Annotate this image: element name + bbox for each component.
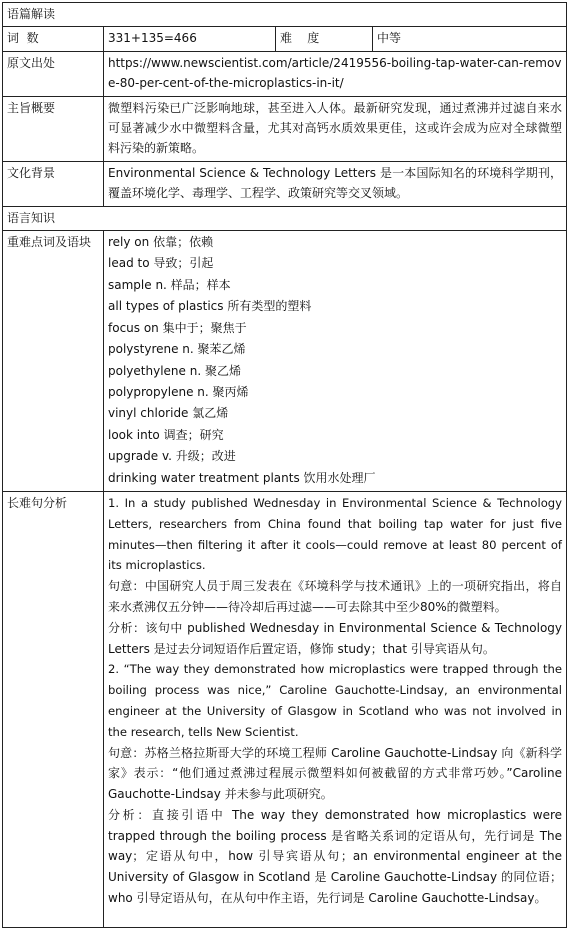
vocab-row bbox=[3, 231, 567, 492]
difficulty-value: 中等 bbox=[373, 27, 567, 51]
vocab-item: polypropylene n. 聚丙烯 bbox=[108, 384, 249, 399]
sentence-2: 2. “The way they demonstrated how microplastics were trapped through the boiling process was nice,” Caroline Gauchotte-Lindsay, an environmental engineer at the University of Glasgow in Scotland who was not involved in the research, tells New Scientist. bbox=[108, 662, 563, 739]
reading-analysis-table bbox=[2, 2, 567, 928]
vocab-label: 重难点词及语块 bbox=[3, 231, 104, 492]
word-count-row bbox=[3, 27, 567, 51]
summary-label: 主旨概要 bbox=[3, 96, 104, 161]
analysis-content bbox=[104, 491, 567, 927]
vocab-item: look into 调查；研究 bbox=[108, 427, 224, 442]
vocab-item: drinking water treatment plants 饮用水处理厂 bbox=[108, 470, 376, 485]
difficulty-label: 难 度 bbox=[276, 27, 373, 51]
background-text: Environmental Science & Technology Letters 是一本国际知名的环境科学期刊，覆盖环境化学、毒理学、工程学、政策研究等交叉领域。 bbox=[104, 161, 567, 206]
source-label: 原文出处 bbox=[3, 51, 104, 96]
vocab-item: vinyl chloride 氯乙烯 bbox=[108, 406, 229, 421]
background-row bbox=[3, 161, 567, 206]
sentence-1: 1. In a study published Wednesday in Environmental Science & Technology Letters, researchers from China found that boiling tap water for just five minutes—then filtering it after it cools—could remove at least 80 percent of its microplastics. bbox=[108, 495, 563, 573]
summary-row bbox=[3, 96, 567, 161]
vocab-item: focus on 集中于；聚焦于 bbox=[108, 320, 247, 335]
source-url: https://www.newscientist.com/article/2419556-boiling-tap-water-can-remove-80-per-cent-of-the-microplastics-in-it/ bbox=[104, 51, 567, 96]
vocab-item: polystyrene n. 聚苯乙烯 bbox=[108, 342, 246, 357]
section-row-reading bbox=[3, 3, 567, 27]
vocab-item: sample n. 样品；样本 bbox=[108, 277, 231, 292]
word-count-label: 词 数 bbox=[3, 27, 104, 51]
sentence-2-meaning: 句意：苏格兰格拉斯哥大学的环境工程师 Caroline Gauchotte-Lindsay 向《新科学家》表示：“他们通过煮沸过程展示微塑料如何被截留的方式非常巧妙。”Caroline Gauchotte-Lindsay 并未参与此项研究。 bbox=[108, 745, 563, 802]
vocab-item: upgrade v. 升级；改进 bbox=[108, 449, 236, 464]
vocab-item: lead to 导致；引起 bbox=[108, 256, 214, 271]
section-title-reading: 语篇解读 bbox=[3, 3, 567, 27]
summary-text: 微塑料污染已广泛影响地球，甚至进入人体。最新研究发现，通过煮沸并过滤自来水可显著减少水中微塑料含量，尤其对高钙水质效果更佳，这或许会成为应对全球微塑料污染的新策略。 bbox=[104, 96, 567, 161]
sentence-2-analysis: 分析：直接引语中 The way they demonstrated how microplastics were trapped through the boiling process 是省略关系词的定语从句，先行词是 The way；定语从句中，how 引导宾语从句；an environmental engineer at the University of Glasgow in Scotland 是 Caroline Gauchotte-Lindsay 的同位语；who 引导定语从句，在从句中作主语，先行词是 Caroline Gauchotte-Lindsay。 bbox=[108, 807, 563, 906]
vocab-item: rely on 依靠；依赖 bbox=[108, 235, 214, 250]
section-title-language: 语言知识 bbox=[3, 206, 567, 230]
vocab-item: all types of plastics 所有类型的塑料 bbox=[108, 299, 312, 314]
background-label: 文化背景 bbox=[3, 161, 104, 206]
sentence-1-analysis: 分析：该句中 published Wednesday in Environmental Science & Technology Letters 是过去分词短语作后置定语，修饰 study；that 引导宾语从句。 bbox=[108, 620, 563, 656]
analysis-row bbox=[3, 491, 567, 927]
section-row-language bbox=[3, 206, 567, 230]
vocab-list bbox=[104, 231, 567, 492]
source-row bbox=[3, 51, 567, 96]
vocab-item: polyethylene n. 聚乙烯 bbox=[108, 363, 241, 378]
sentence-1-meaning: 句意：中国研究人员于周三发表在《环境科学与技术通讯》上的一项研究指出，将自来水煮沸仅五分钟——待冷却后再过滤——可去除其中至少80%的微塑料。 bbox=[108, 579, 563, 614]
analysis-label: 长难句分析 bbox=[3, 491, 104, 927]
word-count-value: 331+135=466 bbox=[104, 27, 276, 51]
